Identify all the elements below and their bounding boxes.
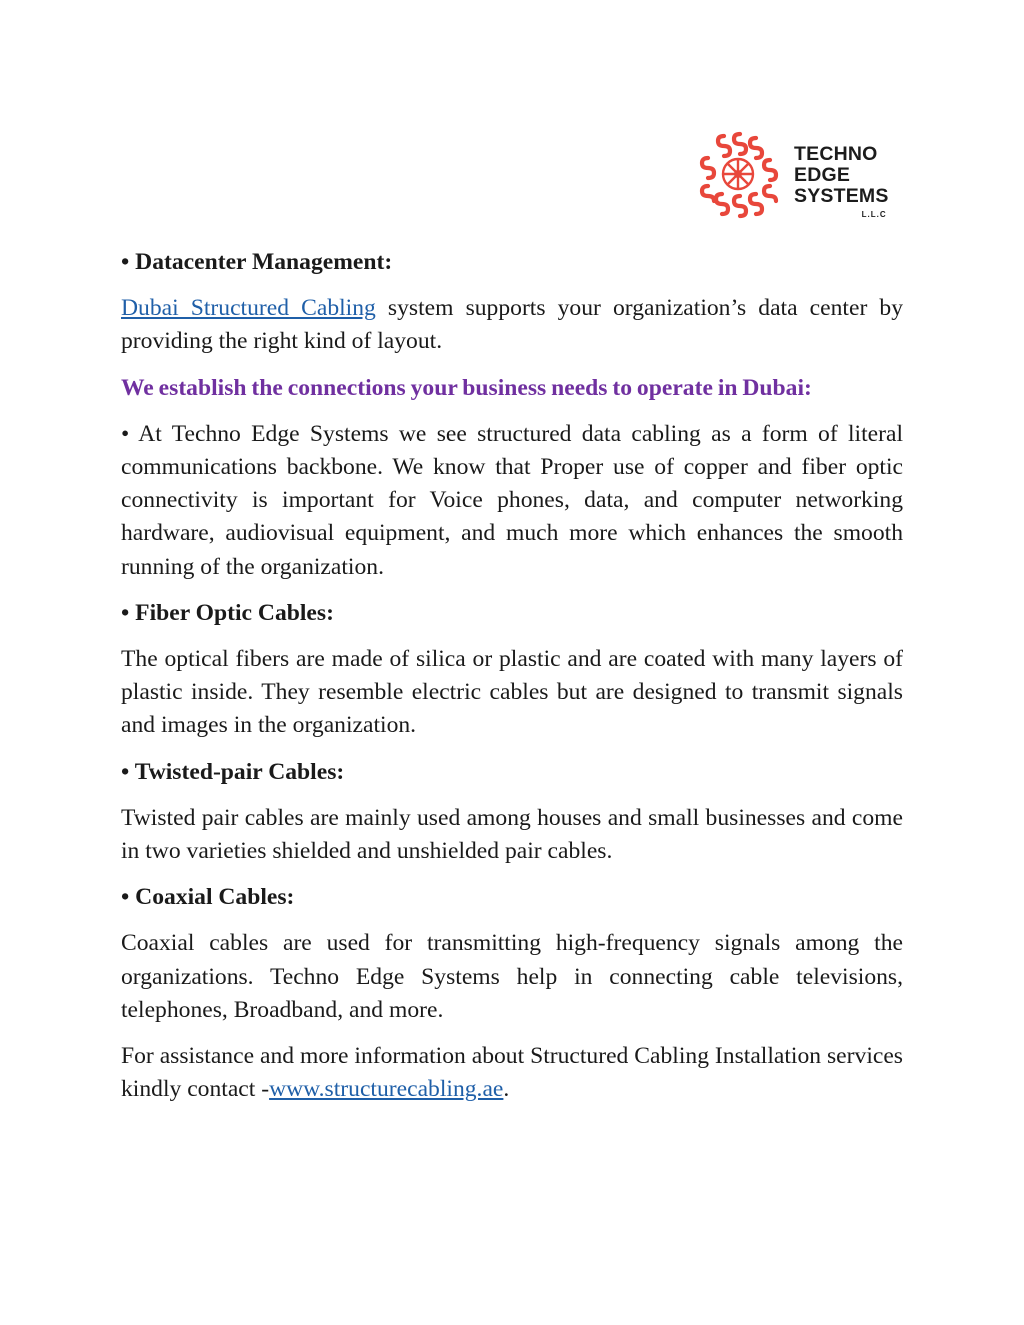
contact-text: For assistance and more information about Structured Cabling Installation services kindly contact - [121,1043,903,1103]
logo-suffix: L.L.C [861,210,887,219]
link-website[interactable]: www.structurecabling.ae [269,1076,504,1103]
paragraph-fiber-optic: The optical fibers are made of silica or plastic and are coated with many layers of plastic inside. They resemble electric cables but are designed to transmit signals and images in the organization. [121,646,903,739]
paragraph-intro: • At Techno Edge Systems we see structured data cabling as a form of literal communications backbone. We know that Proper use of copper and fiber optic connectivity is important for Voice phones, data, and computer networking hardware, audiovisual equipment, and much more which enhances the smooth running of the organization. [121,420,903,580]
datacenter-text: system supports your organization’s data center by providing the right kind of layout. [121,295,903,355]
logo-line-2: EDGE [794,164,851,186]
company-logo [694,128,889,220]
paragraph-twisted-pair: Twisted pair cables are mainly used among houses and small businesses and come in two varieties shielded and unshielded pair cables. [121,804,903,865]
red-circular-s-pattern-icon [694,128,782,220]
heading-coaxial: • Coaxial Cables: [121,884,295,911]
heading-fiber-optic: • Fiber Optic Cables: [121,599,334,626]
link-dubai-structured-cabling[interactable]: Dubai Structured Cabling [121,295,376,322]
document-body [121,246,903,1119]
logo-line-3: SYSTEMS [794,185,889,207]
paragraph-datacenter [121,292,903,358]
logo-line-1: TECHNO [794,143,878,165]
heading-connections: We establish the connections your business needs to operate in Dubai: [121,374,812,401]
paragraph-coaxial: Coaxial cables are used for transmitting high-frequency signals among the organizations. Techno Edge Systems help in connecting cable televisions, telephones, Broadband, and more. [121,930,903,1023]
heading-datacenter-management: • Datacenter Management: [121,249,393,275]
logo-wordmark [794,144,889,220]
contact-end: . [503,1076,510,1103]
paragraph-contact [121,1040,903,1106]
heading-twisted-pair: • Twisted-pair Cables: [121,758,345,785]
